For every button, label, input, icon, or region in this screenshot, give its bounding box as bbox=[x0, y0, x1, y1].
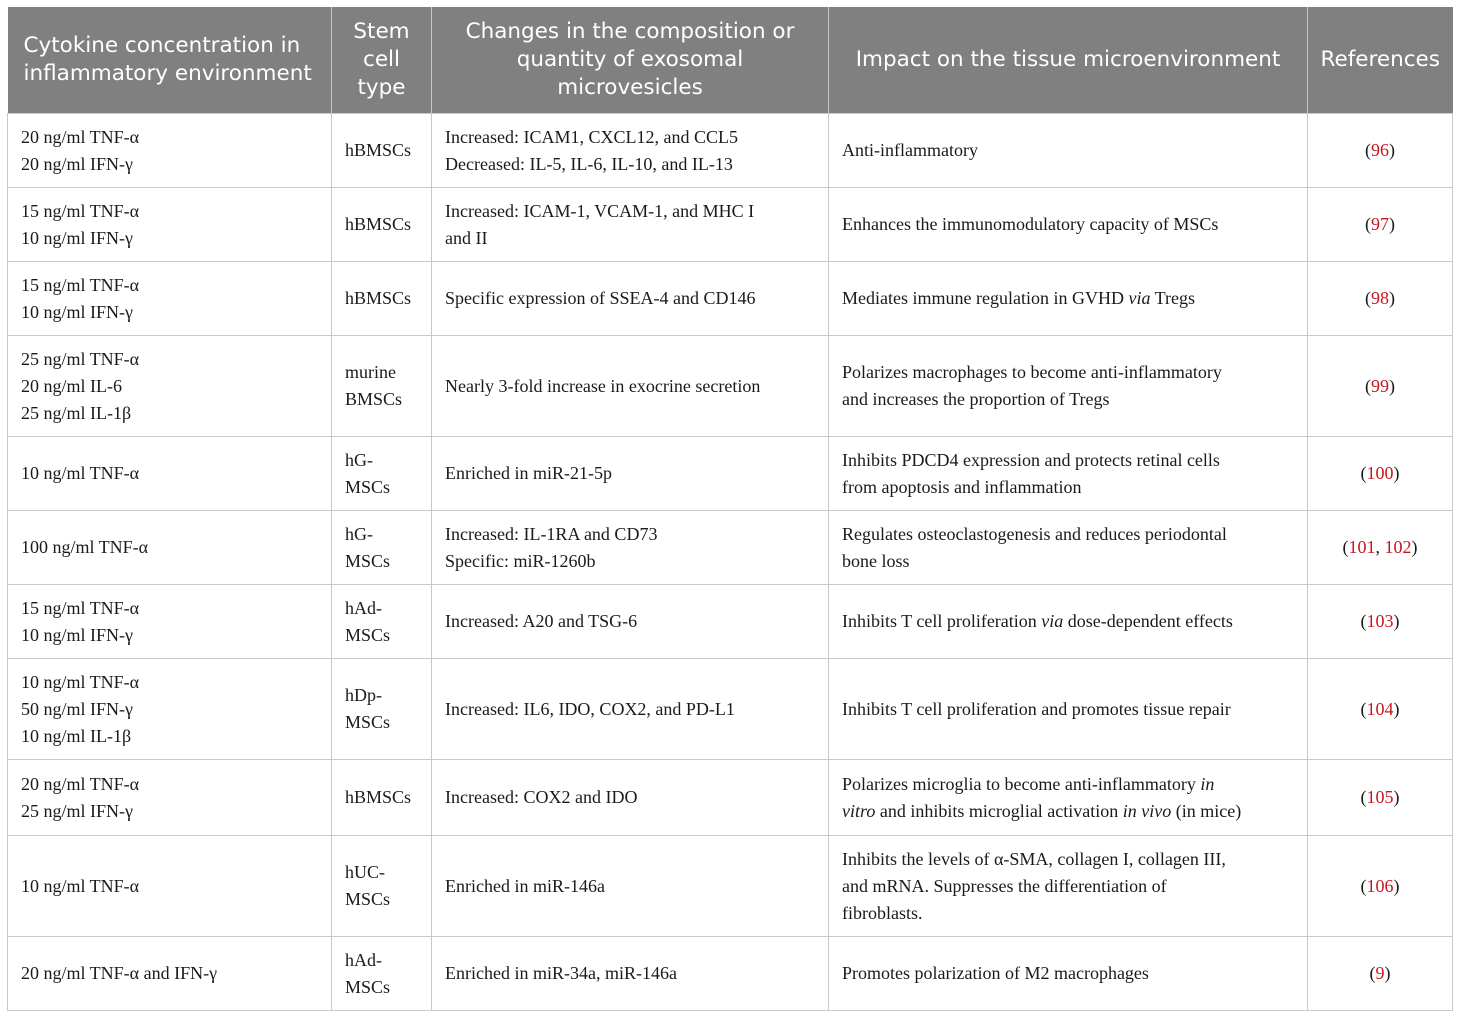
header-changes: Changes in the composition or quantity of exosomal microvesicles bbox=[432, 7, 829, 114]
references-cell: (105) bbox=[1308, 760, 1453, 836]
header-stem-cell: Stem cell type bbox=[332, 7, 432, 114]
changes-cell: Enriched in miR-146a bbox=[432, 836, 829, 937]
stem-cell-cell: hBMSCs bbox=[332, 114, 432, 188]
cytokine-cell: 15 ng/ml TNF-α 10 ng/ml IFN-γ bbox=[8, 262, 332, 336]
impact-cell: Inhibits PDCD4 expression and protects retinal cells from apoptosis and inflammation bbox=[829, 437, 1308, 511]
references-cell: (9) bbox=[1308, 937, 1453, 1011]
stem-cell-cell: hBMSCs bbox=[332, 760, 432, 836]
changes-cell: Increased: IL-1RA and CD73 Specific: miR-1260b bbox=[432, 511, 829, 585]
changes-cell: Increased: A20 and TSG-6 bbox=[432, 585, 829, 659]
changes-cell: Enriched in miR-34a, miR-146a bbox=[432, 937, 829, 1011]
stem-cell-cell: hG- MSCs bbox=[332, 511, 432, 585]
impact-cell: Inhibits T cell proliferation and promotes tissue repair bbox=[829, 659, 1308, 760]
table-row bbox=[8, 585, 1453, 659]
stem-cell-cell: hG- MSCs bbox=[332, 437, 432, 511]
stem-cell-cell: hDp- MSCs bbox=[332, 659, 432, 760]
impact-cell: Inhibits T cell proliferation via dose-dependent effects bbox=[829, 585, 1308, 659]
reference-link[interactable]: 102 bbox=[1384, 537, 1412, 557]
cytokine-cell: 15 ng/ml TNF-α 10 ng/ml IFN-γ bbox=[8, 585, 332, 659]
impact-cell: Anti-inflammatory bbox=[829, 114, 1308, 188]
table-row bbox=[8, 659, 1453, 760]
reference-link[interactable]: 103 bbox=[1366, 611, 1394, 631]
references-cell: (106) bbox=[1308, 836, 1453, 937]
impact-cell: Regulates osteoclastogenesis and reduces periodontal bone loss bbox=[829, 511, 1308, 585]
references-cell: (98) bbox=[1308, 262, 1453, 336]
header-row bbox=[8, 7, 1453, 114]
data-table bbox=[7, 7, 1453, 1011]
cytokine-cell: 10 ng/ml TNF-α bbox=[8, 836, 332, 937]
impact-cell: Polarizes microglia to become anti-inflammatory in vitro and inhibits microglial activation in vivo (in mice) bbox=[829, 760, 1308, 836]
changes-cell: Increased: IL6, IDO, COX2, and PD-L1 bbox=[432, 659, 829, 760]
reference-link[interactable]: 101 bbox=[1348, 537, 1376, 557]
reference-link[interactable]: 104 bbox=[1366, 698, 1394, 719]
reference-link[interactable]: 106 bbox=[1366, 875, 1394, 896]
stem-cell-cell: hBMSCs bbox=[332, 262, 432, 336]
reference-link[interactable]: 105 bbox=[1366, 787, 1394, 807]
reference-link[interactable]: 98 bbox=[1371, 288, 1389, 308]
references-cell: (99) bbox=[1308, 336, 1453, 437]
changes-cell: Nearly 3-fold increase in exocrine secretion bbox=[432, 336, 829, 437]
references-cell: (96) bbox=[1308, 114, 1453, 188]
cytokine-cell: 15 ng/ml TNF-α 10 ng/ml IFN-γ bbox=[8, 188, 332, 262]
table-row bbox=[8, 760, 1453, 836]
table-row bbox=[8, 836, 1453, 937]
header-references: References bbox=[1308, 7, 1453, 114]
changes-cell: Increased: ICAM-1, VCAM-1, and MHC I and II bbox=[432, 188, 829, 262]
table-row bbox=[8, 937, 1453, 1011]
header-impact: Impact on the tissue microenvironment bbox=[829, 7, 1308, 114]
references-cell: (100) bbox=[1308, 437, 1453, 511]
stem-cell-cell: hUC- MSCs bbox=[332, 836, 432, 937]
impact-cell: Enhances the immunomodulatory capacity of MSCs bbox=[829, 188, 1308, 262]
table-row bbox=[8, 188, 1453, 262]
table-row bbox=[8, 114, 1453, 188]
impact-cell: Inhibits the levels of α-SMA, collagen I, collagen III, and mRNA. Suppresses the differentiation of fibroblasts. bbox=[829, 836, 1308, 937]
table-row bbox=[8, 262, 1453, 336]
changes-cell: Increased: ICAM1, CXCL12, and CCL5 Decreased: IL-5, IL-6, IL-10, and IL-13 bbox=[432, 114, 829, 188]
cytokine-cell: 20 ng/ml TNF-α and IFN-γ bbox=[8, 937, 332, 1011]
cytokine-cell: 100 ng/ml TNF-α bbox=[8, 511, 332, 585]
references-cell: (104) bbox=[1308, 659, 1453, 760]
references-cell: (101, 102) bbox=[1308, 511, 1453, 585]
reference-link[interactable]: 100 bbox=[1366, 463, 1394, 483]
reference-link[interactable]: 9 bbox=[1375, 963, 1385, 983]
reference-link[interactable]: 99 bbox=[1371, 375, 1389, 396]
cytokine-exosome-table bbox=[7, 7, 1452, 1011]
changes-cell: Specific expression of SSEA-4 and CD146 bbox=[432, 262, 829, 336]
reference-link[interactable]: 97 bbox=[1371, 214, 1389, 234]
stem-cell-cell: hBMSCs bbox=[332, 188, 432, 262]
reference-link[interactable]: 96 bbox=[1371, 140, 1389, 160]
references-cell: (97) bbox=[1308, 188, 1453, 262]
cytokine-cell: 10 ng/ml TNF-α bbox=[8, 437, 332, 511]
table-row bbox=[8, 511, 1453, 585]
stem-cell-cell: hAd- MSCs bbox=[332, 585, 432, 659]
stem-cell-cell: hAd- MSCs bbox=[332, 937, 432, 1011]
cytokine-cell: 10 ng/ml TNF-α 50 ng/ml IFN-γ 10 ng/ml IL-1β bbox=[8, 659, 332, 760]
changes-cell: Increased: COX2 and IDO bbox=[432, 760, 829, 836]
impact-cell: Polarizes macrophages to become anti-inflammatory and increases the proportion of Tregs bbox=[829, 336, 1308, 437]
cytokine-cell: 20 ng/ml TNF-α 20 ng/ml IFN-γ bbox=[8, 114, 332, 188]
impact-cell: Promotes polarization of M2 macrophages bbox=[829, 937, 1308, 1011]
cytokine-cell: 25 ng/ml TNF-α 20 ng/ml IL-6 25 ng/ml IL-1β bbox=[8, 336, 332, 437]
table-row bbox=[8, 336, 1453, 437]
changes-cell: Enriched in miR-21-5p bbox=[432, 437, 829, 511]
references-cell: (103) bbox=[1308, 585, 1453, 659]
header-cytokine: Cytokine concentration in inflammatory environment bbox=[8, 7, 332, 114]
stem-cell-cell: murine BMSCs bbox=[332, 336, 432, 437]
table-header bbox=[8, 7, 1453, 114]
cytokine-cell: 20 ng/ml TNF-α 25 ng/ml IFN-γ bbox=[8, 760, 332, 836]
table-row bbox=[8, 437, 1453, 511]
impact-cell: Mediates immune regulation in GVHD via Tregs bbox=[829, 262, 1308, 336]
